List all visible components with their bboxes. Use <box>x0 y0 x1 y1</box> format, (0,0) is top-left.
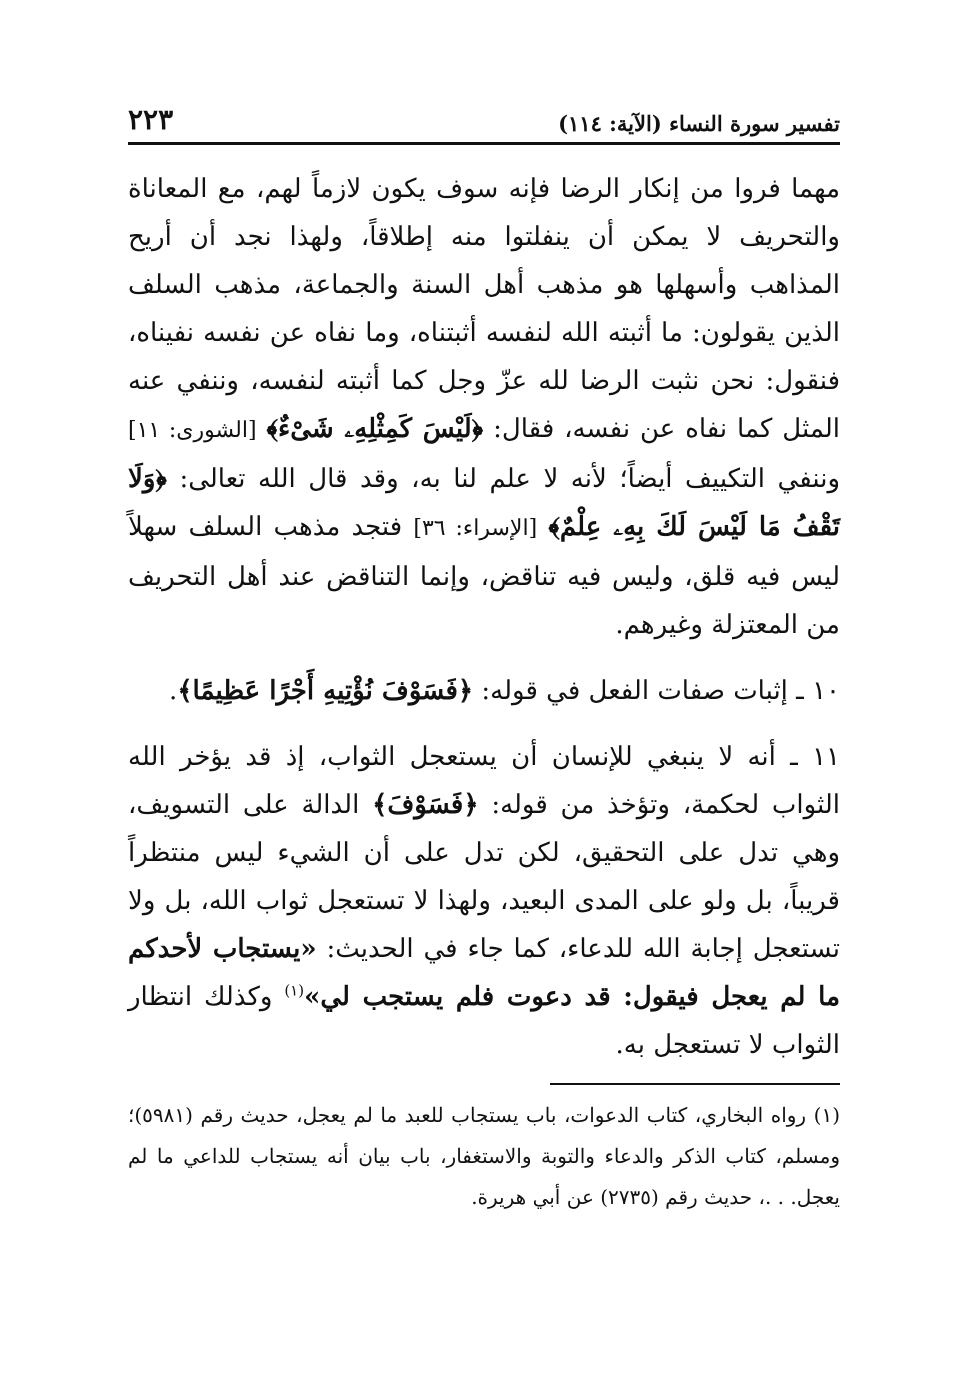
footnote-marker: (١) <box>284 981 305 1000</box>
hadith-quote: «يستجاب لأحدكم ما لم يعجل فيقول: قد دعوت فلم يستجب لي» <box>128 934 841 1012</box>
quran-verse-3: ﴿فَسَوْفَ نُؤْتِيهِ أَجْرًا عَظِيمًا﴾ <box>177 676 474 706</box>
verse-ref-1: [الشورى: ١١] <box>128 418 257 443</box>
main-text <box>128 165 840 1069</box>
page-number: ٢٢٣ <box>128 103 174 136</box>
p2-text-a: ١٠ ـ إثبات صفات الفعل في قوله: <box>481 676 840 706</box>
p1-text-c: فتجد مذهب السلف سهلاً ليس فيه قلق، وليس فيه تناقض، وإنما التناقض عند أهل التحريف من المعتزلة وغيرهم. <box>128 512 840 640</box>
paragraph-2 <box>128 667 840 715</box>
running-header <box>128 92 840 136</box>
spacer <box>128 715 840 733</box>
p1-text-b: وننفي التكييف أيضاً؛ لأنه لا علم لنا به، وقد قال الله تعالى: <box>179 464 840 494</box>
quran-verse-2: ﴿وَلَا تَقْفُ مَا لَيْسَ لَكَ بِهِۦ عِلْمٌ﴾ <box>128 464 840 542</box>
verse-ref-2: [الإسراء: ٣٦] <box>413 516 538 541</box>
p1-text-a: مهما فروا من إنكار الرضا فإنه سوف يكون لازماً لهم، مع المعاناة والتحريف لا يمكن أن ينفلتوا منه إطلاقاً، ولهذا نجد أن أريح المذاهب وأسهلها هو مذهب أهل السنة والجماعة، مذهب السلف الذين يقولون: ما أثبته الله لنفسه أثبتناه، وما نفاه عن نفسه نفيناه، فنقول: نحن نثبت الرضا لله عزّ وجل كما أثبته لنفسه، وننفي عنه المثل كما نفاه عن نفسه، فقال: <box>128 174 841 444</box>
header-rule <box>128 142 840 145</box>
footnote-rule <box>550 1083 840 1085</box>
spacer <box>128 649 840 667</box>
quran-verse-1: ﴿لَيْسَ كَمِثْلِهِۦ شَىْءٌ﴾ <box>266 414 484 444</box>
p3-text-a: ١١ ـ أنه لا ينبغي للإنسان أن يستعجل الثواب، إذ قد يؤخر الله الثواب لحكمة، وتؤخذ من قوله: <box>128 742 840 820</box>
footnote: (١) رواه البخاري، كتاب الدعوات، باب يستجاب للعبد ما لم يعجل، حديث رقم (٥٩٨١)؛ ومسلم، كتاب الذكر والدعاء والتوبة والاستغفار، باب بيان أنه يستجاب للداعي ما لم يعجل. . .، حديث رقم (٢٧٣٥) عن أبي هريرة. <box>128 1103 840 1209</box>
quran-verse-4: ﴿فَسَوْفَ﴾ <box>372 790 479 820</box>
paragraph-3 <box>128 733 840 1069</box>
header-title: تفسير سورة النساء (الآية: ١١٤) <box>558 111 840 136</box>
p3-text-c: وكذلك انتظار الثواب لا تستعجل به. <box>128 982 840 1060</box>
paragraph-1 <box>128 165 840 649</box>
page <box>128 92 840 1218</box>
p2-end: . <box>169 676 178 706</box>
p3-text-b: الدالة على التسويف، وهي تدل على التحقيق، لكن تدل على أن الشيء ليس منتظراً قريباً، بل ولو على المدى البعيد، ولهذا لا تستعجل ثواب الله، بل ولا تستعجل إجابة الله للدعاء، كما جاء في الحديث: <box>128 790 841 964</box>
